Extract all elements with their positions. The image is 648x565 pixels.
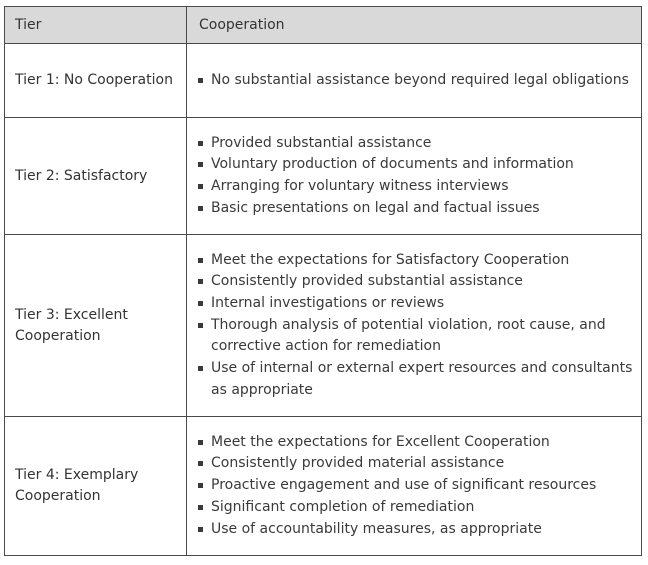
bullet-icon	[198, 461, 203, 466]
tier-label: Tier 4: Exemplary Cooperation	[15, 467, 139, 504]
list-item	[195, 176, 633, 198]
tier-cell	[5, 235, 187, 417]
bullet-icon	[198, 258, 203, 263]
bullet-icon	[198, 78, 203, 83]
list-item	[195, 271, 633, 293]
tier-label: Tier 1: No Cooperation	[15, 72, 173, 88]
cooperation-cell	[187, 235, 642, 417]
list-item-text: Meet the expectations for Satisfactory Cooperation	[211, 251, 570, 268]
header-cooperation	[187, 7, 642, 44]
bullet-icon	[198, 184, 203, 189]
tier-label: Tier 3: Excellent Cooperation	[15, 306, 128, 344]
list-item	[195, 154, 633, 176]
list-item	[195, 497, 633, 519]
bullet-icon	[198, 527, 203, 532]
cooperation-list	[187, 133, 641, 220]
bullet-icon	[198, 323, 203, 328]
bullet-icon	[198, 206, 203, 211]
list-item	[195, 358, 633, 401]
list-item	[195, 315, 633, 358]
list-item-text: Thorough analysis of potential violation, root cause, and corrective action for remediation	[211, 316, 606, 355]
cooperation-list	[187, 250, 641, 402]
list-item-text: Use of accountability measures, as appropriate	[211, 520, 542, 537]
bullet-icon	[198, 366, 203, 371]
list-item	[195, 475, 633, 497]
list-item	[195, 198, 633, 220]
list-item-text: Arranging for voluntary witness interviews	[211, 178, 509, 194]
list-item	[195, 250, 633, 272]
list-item-text: Meet the expectations for Excellent Cooperation	[211, 433, 550, 450]
bullet-icon	[198, 301, 203, 306]
tier-label: Tier 2: Satisfactory	[15, 167, 148, 184]
list-item	[195, 293, 633, 315]
bullet-icon	[198, 440, 203, 445]
list-item-text: Proactive engagement and use of significant resources	[211, 477, 597, 494]
header-cooperation-label: Cooperation	[199, 17, 285, 33]
list-item-text: Internal investigations or reviews	[211, 294, 445, 311]
tier-cell	[5, 118, 187, 235]
list-item-text: Basic presentations on legal and factual issues	[211, 199, 540, 216]
table-header-row	[5, 7, 642, 44]
table-row	[5, 118, 642, 235]
table-row	[5, 417, 642, 556]
bullet-icon	[198, 141, 203, 146]
list-item	[195, 519, 633, 541]
tier-cell	[5, 44, 187, 118]
cooperation-cell	[187, 118, 642, 235]
bullet-icon	[198, 505, 203, 510]
table-row	[5, 44, 642, 118]
list-item-text: Consistently provided substantial assistance	[211, 273, 523, 290]
list-item-text: Provided substantial assistance	[211, 134, 432, 151]
list-item-text: Voluntary production of documents and information	[211, 156, 574, 173]
cooperation-cell	[187, 44, 642, 118]
table-row	[5, 235, 642, 417]
list-item-text: Consistently provided material assistance	[211, 455, 505, 472]
tier-cell	[5, 417, 187, 556]
list-item	[195, 133, 633, 155]
cooperation-list	[187, 70, 641, 92]
bullet-icon	[198, 483, 203, 488]
cooperation-cell	[187, 417, 642, 556]
cooperation-tiers-table	[4, 6, 642, 556]
header-tier	[5, 7, 187, 44]
list-item	[195, 453, 633, 475]
cooperation-list	[187, 432, 641, 541]
list-item-text: Use of internal or external expert resources and consultants as appropriate	[211, 360, 633, 398]
list-item-text: Significant completion of remediation	[211, 498, 475, 515]
list-item	[195, 432, 633, 454]
list-item	[195, 70, 633, 92]
bullet-icon	[198, 279, 203, 284]
list-item-text: No substantial assistance beyond required legal obligations	[211, 71, 629, 88]
bullet-icon	[198, 162, 203, 167]
header-tier-label: Tier	[15, 17, 42, 33]
